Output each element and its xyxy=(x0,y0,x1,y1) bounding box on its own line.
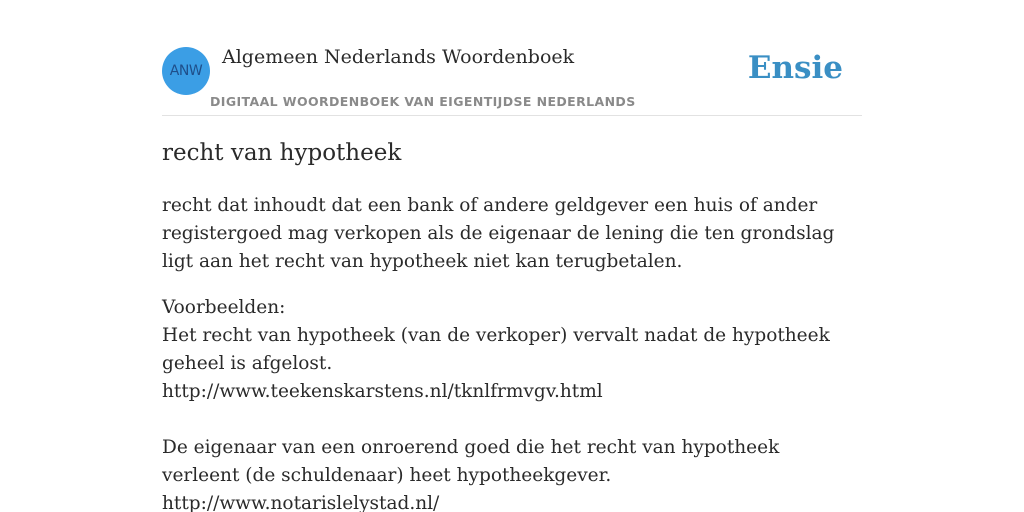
anw-logo[interactable] xyxy=(162,47,210,95)
ensie-logo-link[interactable]: Ensie xyxy=(747,50,843,86)
examples-label: Voorbeelden: xyxy=(162,297,286,318)
headword: recht van hypotheek xyxy=(162,140,402,166)
example-text: De eigenaar van een onroerend goed die het recht van hypotheek verleent (de schuldenaar) heet hypotheekgever. xyxy=(162,437,780,486)
dictionary-title[interactable]: Algemeen Nederlands Woordenboek xyxy=(222,46,575,68)
definition: recht dat inhoudt dat een bank of andere geldgever een huis of ander registergoed mag verkopen als de eigenaar de lening die ten grondslag ligt aan het recht van hypotheek niet kan terugbetalen. xyxy=(162,195,835,272)
logo-text: ANW xyxy=(169,63,203,79)
examples-section xyxy=(162,294,862,512)
example-text: Het recht van hypotheek (van de verkoper) vervalt nadat de hypotheek geheel is afgelost. xyxy=(162,325,830,374)
header-divider xyxy=(162,115,862,116)
example-source-link[interactable]: http://www.teekenskarstens.nl/tknlfrmvgv.html xyxy=(162,381,603,402)
page xyxy=(162,0,862,512)
entry-content xyxy=(162,192,862,512)
dictionary-subtitle: DIGITAAL WOORDENBOEK VAN EIGENTIJDSE NEDERLANDS xyxy=(210,94,636,109)
example-spacer xyxy=(162,406,862,434)
example-source-link[interactable]: http://www.notarislelystad.nl/ xyxy=(162,493,440,512)
